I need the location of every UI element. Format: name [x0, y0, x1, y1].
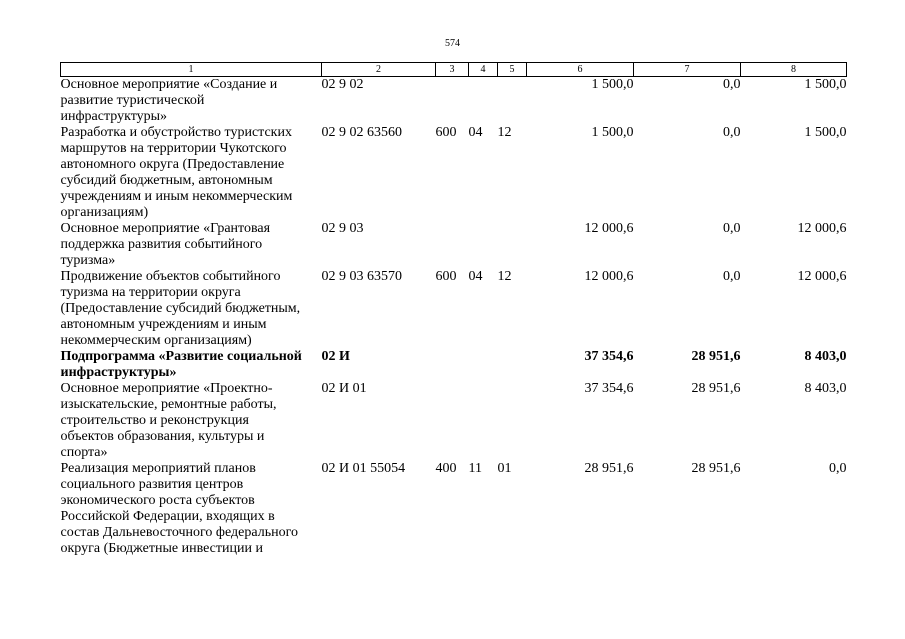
row-name-line: изыскательские, ремонтные работы,	[60, 397, 277, 412]
table-row	[61, 381, 847, 461]
row-name-line: округа (Бюджетные инвестиции и	[60, 541, 263, 556]
row-name-line: инфраструктуры»	[60, 365, 177, 380]
col-header-1: 1	[61, 63, 322, 77]
row-name-line: социального развития центров	[60, 477, 244, 492]
col-header-5: 5	[498, 63, 527, 77]
budget-table	[60, 62, 847, 557]
row-name-line: туризма на территории округа	[60, 285, 241, 300]
row-ved: 600	[435, 269, 457, 284]
row-name	[61, 349, 322, 381]
row-name-line: Реализация мероприятий планов	[60, 461, 256, 476]
row-value-7: 28 951,6	[691, 381, 741, 396]
row-name-line: инфраструктуры»	[60, 109, 168, 124]
row-value-8: 12 000,6	[797, 221, 847, 236]
row-code: 02 И 01	[321, 381, 367, 396]
row-name	[61, 269, 322, 349]
col-header-3: 3	[436, 63, 469, 77]
row-code: 02 И	[321, 349, 350, 364]
row-pr: 12	[497, 269, 512, 284]
row-ved	[436, 77, 469, 126]
table-row	[61, 269, 847, 349]
row-value-6: 1 500,0	[591, 77, 634, 92]
row-name-line: Разработка и обустройство туристских	[60, 125, 292, 140]
row-value-8: 8 403,0	[804, 349, 847, 364]
row-pr	[498, 77, 527, 126]
row-name-line: экономического роста субъектов	[60, 493, 255, 508]
row-name-line: спорта»	[60, 445, 108, 460]
row-name-line: (Предоставление субсидий бюджетным,	[60, 301, 301, 316]
row-value-6: 1 500,0	[591, 125, 634, 140]
row-name-line: Основное мероприятие «Грантовая	[60, 221, 271, 236]
table-body	[61, 77, 847, 558]
row-name-line: организациям)	[60, 205, 149, 220]
row-value-8: 1 500,0	[804, 125, 847, 140]
row-rz	[469, 349, 498, 381]
col-header-2: 2	[322, 63, 436, 77]
row-value-6: 37 354,6	[584, 349, 634, 364]
row-value-8: 1 500,0	[804, 77, 847, 92]
row-name-line: Основное мероприятие «Создание и	[60, 77, 278, 92]
row-ved	[436, 349, 469, 381]
row-pr: 12	[497, 125, 512, 140]
row-rz: 04	[468, 125, 483, 140]
row-code: 02 9 02	[321, 77, 364, 92]
table-row	[61, 221, 847, 269]
row-name-line: автономного округа (Предоставление	[60, 157, 285, 172]
row-name-line: некоммерческим организациям)	[60, 333, 252, 348]
row-pr	[498, 349, 527, 381]
col-header-6: 6	[527, 63, 634, 77]
row-code: 02 9 02 63560	[321, 125, 402, 140]
table-row	[61, 125, 847, 221]
row-code: 02 9 03 63570	[321, 269, 402, 284]
row-code: 02 9 03	[321, 221, 364, 236]
table-row	[61, 349, 847, 381]
row-ved	[436, 221, 469, 269]
row-name-line: Подпрограмма «Развитие социальной	[60, 349, 302, 364]
row-value-7: 0,0	[723, 269, 741, 284]
row-value-8: 0,0	[829, 461, 847, 476]
header-row	[61, 63, 847, 77]
row-value-7: 28 951,6	[691, 461, 741, 476]
row-ved: 600	[435, 125, 457, 140]
row-value-7: 0,0	[723, 221, 741, 236]
row-name-line: поддержка развития событийного	[60, 237, 263, 252]
row-rz	[469, 381, 498, 461]
row-pr	[498, 381, 527, 461]
row-name	[61, 381, 322, 461]
row-name-line: туризма»	[60, 253, 116, 268]
row-value-7: 0,0	[723, 125, 741, 140]
row-name-line: объектов образования, культуры и	[60, 429, 265, 444]
row-name-line: состав Дальневосточного федерального	[60, 525, 298, 540]
row-name	[61, 221, 322, 269]
row-value-6: 28 951,6	[584, 461, 634, 476]
row-name	[61, 125, 322, 221]
row-rz: 04	[468, 269, 483, 284]
table-row	[61, 77, 847, 126]
col-header-7: 7	[634, 63, 741, 77]
row-name-line: учреждениям и иным некоммерческим	[60, 189, 293, 204]
row-name-line: развитие туристической	[60, 93, 205, 108]
table-row	[61, 461, 847, 557]
row-name-line: Основное мероприятие «Проектно-	[60, 381, 273, 396]
page-number: 574	[445, 38, 460, 49]
row-pr	[498, 221, 527, 269]
row-value-7: 0,0	[723, 77, 741, 92]
row-value-8: 8 403,0	[804, 381, 847, 396]
row-ved: 400	[435, 461, 457, 476]
row-value-8: 12 000,6	[797, 269, 847, 284]
row-value-6: 12 000,6	[584, 269, 634, 284]
row-value-6: 37 354,6	[584, 381, 634, 396]
row-code: 02 И 01 55054	[321, 461, 406, 476]
row-rz	[469, 77, 498, 126]
row-name-line: Российской Федерации, входящих в	[60, 509, 275, 524]
row-name-line: Продвижение объектов событийного	[60, 269, 281, 284]
row-name	[61, 461, 322, 557]
row-name-line: маршрутов на территории Чукотского	[60, 141, 287, 156]
row-rz: 11	[468, 461, 482, 476]
row-name-line: строительство и реконструкция	[60, 413, 249, 428]
row-pr: 01	[497, 461, 512, 476]
row-name-line: субсидий бюджетным, автономным	[60, 173, 273, 188]
row-ved	[436, 381, 469, 461]
row-name-line: автономным учреждениям и иным	[60, 317, 267, 332]
col-header-4: 4	[469, 63, 498, 77]
row-value-7: 28 951,6	[691, 349, 741, 364]
row-rz	[469, 221, 498, 269]
col-header-8: 8	[741, 63, 847, 77]
row-name	[61, 77, 322, 126]
row-value-6: 12 000,6	[584, 221, 634, 236]
